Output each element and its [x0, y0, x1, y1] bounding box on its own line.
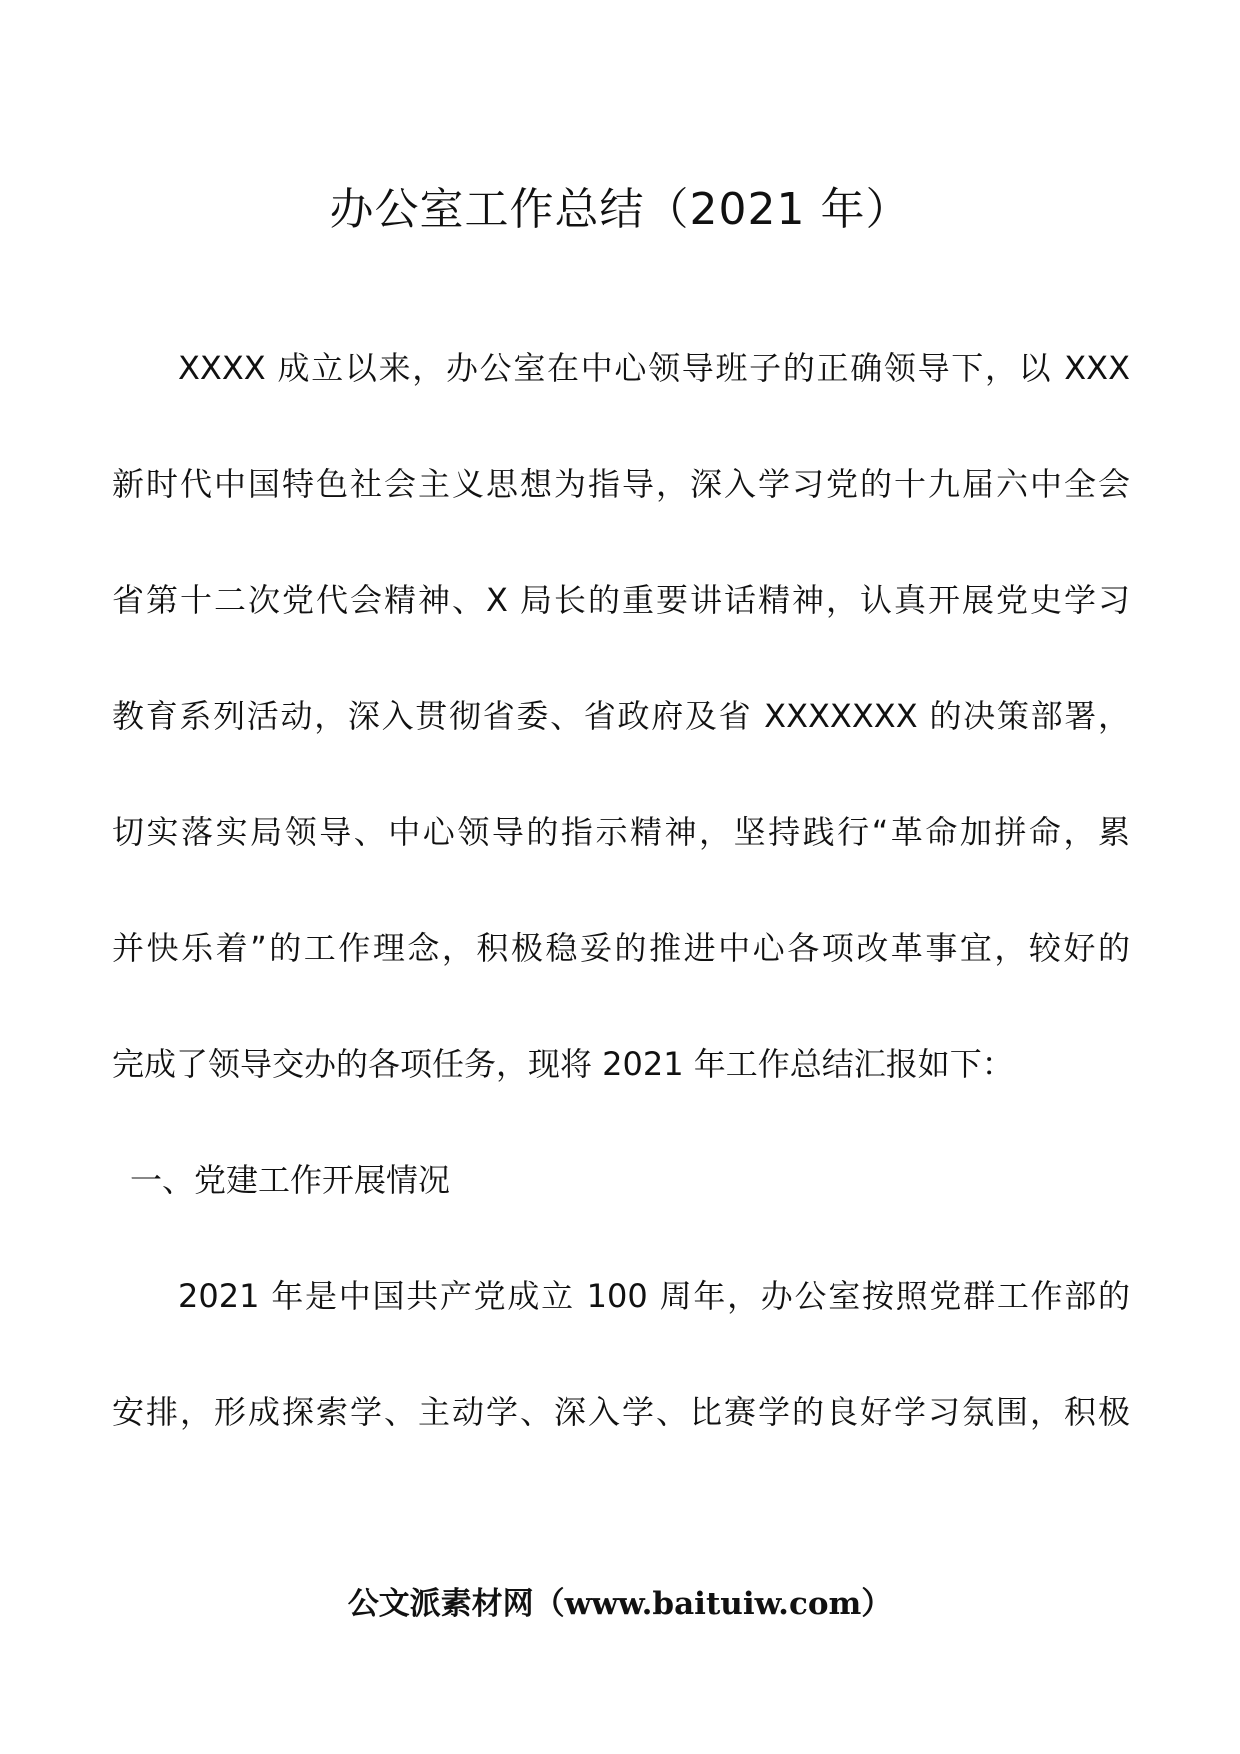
paragraph-line: 2021 年是中国共产党成立 100 周年，办公室按照党群工作部的: [178, 1277, 1130, 1315]
paragraph-line: 切实落实局领导、中心领导的指示精神，坚持践行“革命加拼命，累: [112, 813, 1130, 851]
paragraph-line: 新时代中国特色社会主义思想为指导，深入学习党的十九届六中全会: [112, 465, 1130, 503]
paragraph-line: 并快乐着”的工作理念，积极稳妥的推进中心各项改革事宜，较好的: [112, 929, 1130, 967]
paragraph-line: 完成了领导交办的各项任务，现将 2021 年工作总结汇报如下：: [112, 1045, 1014, 1083]
document-title: 办公室工作总结（2021 年）: [329, 184, 911, 235]
paragraph-line: XXXX 成立以来，办公室在中心领导班子的正确领导下，以 XXX: [178, 349, 1130, 387]
section-heading: 一、党建工作开展情况: [130, 1161, 451, 1199]
paragraph-line: 省第十二次党代会精神、X 局长的重要讲话精神，认真开展党史学习: [112, 581, 1130, 619]
paragraph-line: 安排，形成探索学、主动学、深入学、比赛学的良好学习氛围，积极: [112, 1393, 1130, 1431]
footer-watermark-text: 公文派素材网（www.baituiw.com）: [347, 1586, 893, 1622]
paragraph-line: 教育系列活动，深入贯彻省委、省政府及省 XXXXXXX 的决策部署，: [112, 697, 1130, 735]
